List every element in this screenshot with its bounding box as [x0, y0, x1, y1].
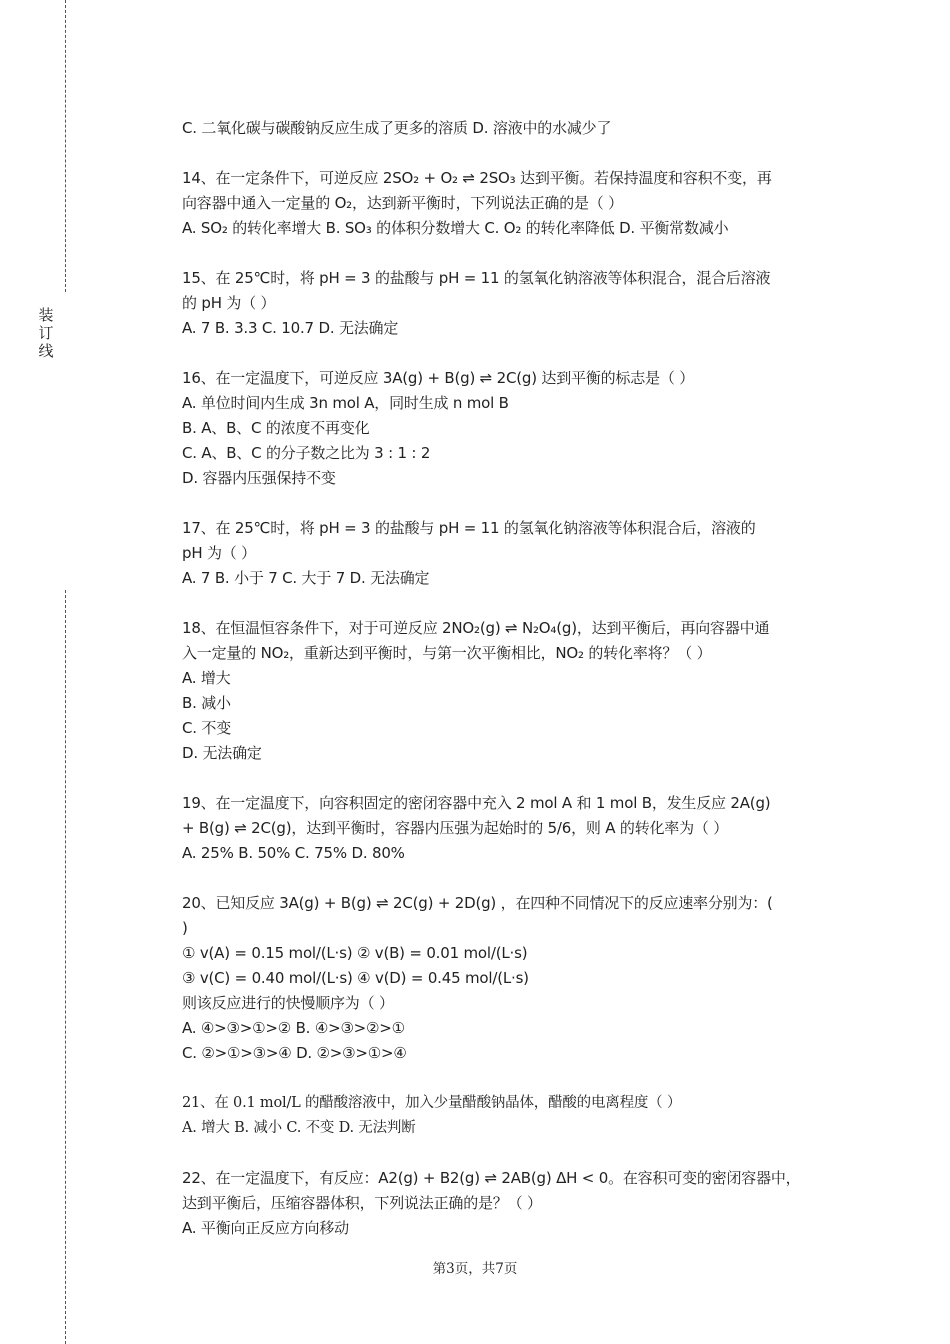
- question-text-line: 21、在 0.1 mol/L 的醋酸溶液中，加入少量醋酸钠晶体，醋酸的电离程度（ ）: [182, 1095, 682, 1111]
- question-text-line: A. 7 B. 小于 7 C. 大于 7 D. 无法确定: [182, 569, 430, 587]
- question-text-line: A. 平衡向正反应方向移动: [182, 1219, 349, 1237]
- question-text-line: C. 不变: [182, 719, 232, 737]
- question-text-line: 20、已知反应 3A(g) + B(g) ⇌ 2C(g) + 2D(g) ，在四种不同情况下的反应速率分别为：(: [182, 894, 773, 912]
- question-text-line: A. 增大: [182, 669, 231, 687]
- question-text-line: 18、在恒温恒容条件下，对于可逆反应 2NO₂(g) ⇌ N₂O₄(g)，达到平衡后，再向容器中通: [182, 619, 770, 637]
- question-text-line: pH 为（ ）: [182, 544, 256, 562]
- question-text-line: A. SO₂ 的转化率增大 B. SO₃ 的体积分数增大 C. O₂ 的转化率降低 D. 平衡常数减小: [182, 219, 729, 237]
- question-text-line: C. 二氧化碳与碳酸钠反应生成了更多的溶质 D. 溶液中的水减少了: [182, 119, 612, 137]
- binding-dashed-line-top: [65, 0, 66, 292]
- question-spacer: [182, 241, 854, 266]
- question-text-line: + B(g) ⇌ 2C(g)，达到平衡时，容器内压强为起始时的 5/6，则 A 的转化率为（ ）: [182, 819, 729, 837]
- question-list: [182, 116, 854, 1241]
- question-text-line: A. ④>③>①>② B. ④>③>②>①: [182, 1019, 405, 1037]
- binding-char: 装: [38, 306, 54, 324]
- question-text-line: ① v(A) = 0.15 mol/(L·s) ② v(B) = 0.01 mol/(L·s): [182, 944, 528, 962]
- question-text-line: 向容器中通入一定量的 O₂，达到新平衡时，下列说法正确的是（ ）: [182, 194, 623, 212]
- question-text-line: A. 增大 B. 减小 C. 不变 D. 无法判断: [182, 1120, 416, 1136]
- question-text-line: B. 减小: [182, 694, 231, 712]
- page-number: 第3页，共7页: [432, 1261, 518, 1277]
- question-text-line: D. 无法确定: [182, 744, 262, 762]
- question-block: [182, 116, 854, 141]
- question-text-line: 入一定量的 NO₂，重新达到平衡时，与第一次平衡相比，NO₂ 的转化率将？（ ）: [182, 644, 712, 662]
- question-text-line: 达到平衡后，压缩容器体积，下列说法正确的是？（ ）: [182, 1194, 542, 1212]
- question-text-line: B. A、B、C 的浓度不再变化: [182, 419, 370, 437]
- question-text-line: ③ v(C) = 0.40 mol/(L·s) ④ v(D) = 0.45 mol/(L·s): [182, 969, 529, 987]
- question-spacer: [182, 491, 854, 516]
- question-text-line: 14、在一定条件下，可逆反应 2SO₂ + O₂ ⇌ 2SO₃ 达到平衡。若保持温度和容积不变，再: [182, 169, 772, 187]
- question-block: [182, 516, 854, 591]
- question-text-line: A. 7 B. 3.3 C. 10.7 D. 无法确定: [182, 319, 399, 337]
- question-spacer: [182, 766, 854, 791]
- question-spacer: [182, 341, 854, 366]
- question-spacer: [182, 866, 854, 891]
- question-spacer: [182, 591, 854, 616]
- question-block: [182, 891, 854, 1066]
- question-text-line: D. 容器内压强保持不变: [182, 469, 336, 487]
- question-text-line: 16、在一定温度下，可逆反应 3A(g) + B(g) ⇌ 2C(g) 达到平衡的标志是（ ）: [182, 369, 694, 387]
- question-text-line: ): [182, 919, 188, 937]
- binding-char: 订: [38, 324, 54, 342]
- question-text-line: 则该反应进行的快慢顺序为（ ）: [182, 994, 394, 1012]
- question-block: [182, 1166, 854, 1241]
- question-block: [182, 266, 854, 341]
- question-block: [182, 1091, 854, 1141]
- question-text-line: C. A、B、C 的分子数之比为 3 : 1 : 2: [182, 444, 431, 462]
- question-text-line: A. 25% B. 50% C. 75% D. 80%: [182, 844, 405, 862]
- binding-char: 线: [38, 342, 54, 360]
- question-block: [182, 166, 854, 241]
- question-text-line: 22、在一定温度下，有反应：A2(g) + B2(g) ⇌ 2AB(g) ΔH < 0。在容积可变的密闭容器中，: [182, 1169, 801, 1187]
- question-block: [182, 791, 854, 866]
- question-text-line: 19、在一定温度下，向容积固定的密闭容器中充入 2 mol A 和 1 mol B，发生反应 2A(g): [182, 794, 771, 812]
- binding-dashed-line-bottom: [65, 590, 66, 1344]
- question-text-line: 17、在 25℃时，将 pH = 3 的盐酸与 pH = 11 的氢氧化钠溶液等体积混合后，溶液的: [182, 519, 756, 537]
- question-text-line: 的 pH 为（ ）: [182, 294, 276, 312]
- question-block: [182, 616, 854, 766]
- binding-label: [37, 306, 55, 360]
- question-text-line: A. 单位时间内生成 3n mol A，同时生成 n mol B: [182, 394, 509, 412]
- question-block: [182, 366, 854, 491]
- question-spacer: [182, 141, 854, 166]
- question-text-line: C. ②>①>③>④ D. ②>③>①>④: [182, 1044, 407, 1062]
- question-spacer: [182, 1066, 854, 1091]
- question-spacer: [182, 1141, 854, 1166]
- question-text-line: 15、在 25℃时，将 pH = 3 的盐酸与 pH = 11 的氢氧化钠溶液等体积混合，混合后溶液: [182, 269, 771, 287]
